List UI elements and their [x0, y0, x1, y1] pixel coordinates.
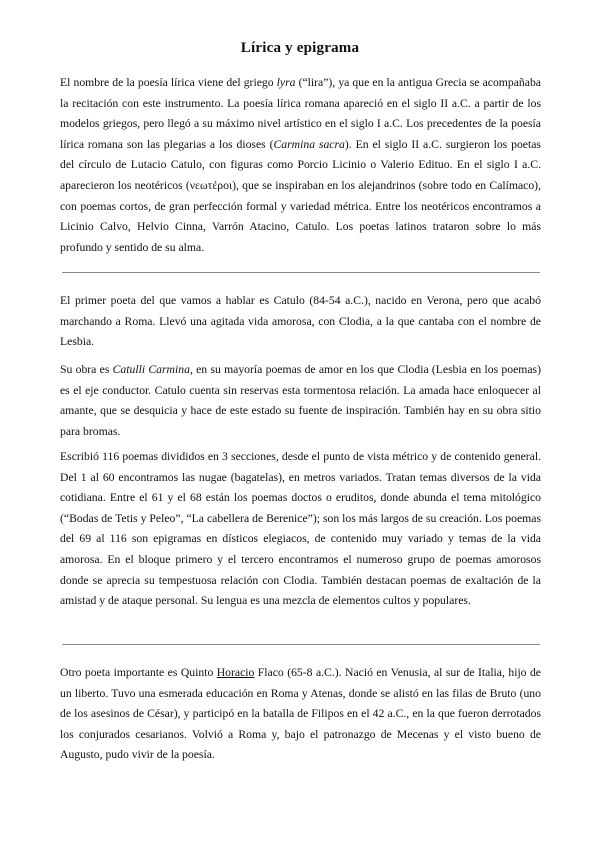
paragraph-text: (“lira”), ya que en la antigua Grecia se acompañaba la recitación con este instrumento. La poesía lírica romana apareció en el siglo II a.C. a partir de los modelos griegos, pero llegó a su máximo nivel artístico en el siglo I a.C. Los precedentes de la poesía lírica romana son las plegarias a los dioses (: [60, 76, 541, 151]
paragraph-catulo-obra: [60, 360, 541, 442]
paragraph-text: , en su mayoría poemas de amor en los que Clodia (Lesbia en los poemas) es el eje conductor. Catulo cuenta sin reservas esta tormentosa relación. La amada hace enloquecer al amante, que se desquicia y hace de este estado su fuente de inspiración. También hay en su obra sitio para bromas.: [60, 363, 541, 438]
paragraph-text: El nombre de la poesía lírica viene del griego: [60, 76, 277, 89]
paragraph-catulo-intro: El primer poeta del que vamos a hablar es Catulo (84-54 a.C.), nacido en Verona, pero que acabó marchando a Roma. Llevó una agitada vida amorosa, con Clodia, a la que cantaba con el nombre de Lesbia.: [60, 294, 541, 349]
paragraph-horacio: [60, 663, 541, 766]
italic-term-lyra: lyra: [276, 76, 296, 89]
paragraph-catulo-poemas: Escribió 116 poemas divididos en 3 secciones, desde el punto de vista métrico y de contenido general. Del 1 al 60 encontramos las nugae (bagatelas), en metros variados. Tratan temas diversos de la vida cotidiana. Entre el 61 y el 68 están los poemas doctos o eruditos, donde abunda el tema mitológico (“Bodas de Tetis y Peleo”, “La cabellera de Berenice”); son los más largos de su creación. Los poemas del 69 al 116 son epigramas en dísticos elegiacos, de contenido muy variado y temas de la vida amorosa. En el bloque primero y el tercero encontramos el numeroso grupo de poemas amorosos donde se aprecia su tempestuosa relación con Clodia. También destacan poemas de exaltación de la amistad y de ataque personal. Su lengua es una mezcla de elementos cultos y populares.: [60, 450, 541, 608]
page-title: Lírica y epigrama: [240, 40, 360, 56]
paragraph-text: ). En el siglo II a.C. surgieron los poetas del círculo de Lutacio Catulo, con figuras como Porcio Licinio o Valerio Edituo. En el siglo I a.C. aparecieron los neotéricos (νεωτέροι), que se inspiraban en los alejandrinos (sobre todo en Calímaco), con poemas cortos, de gran perfección formal y variedad métrica. Entre los neotéricos encontramos a Licinio Calvo, Helvio Cinna, Varrón Atacino, Catulo. Los poetas latinos trataron sobre lo más profundo y sentido de su alma.: [60, 137, 541, 254]
italic-term-carmina-sacra: Carmina sacra: [273, 137, 345, 151]
underlined-name-horacio: Horacio: [216, 666, 255, 679]
section-divider: [62, 272, 540, 273]
italic-title-catulli-carmina: Catulli Carmina: [112, 363, 190, 376]
paragraph-text: Otro poeta importante es Quinto: [60, 666, 217, 679]
paragraph-lyric-intro: [60, 73, 541, 258]
paragraph-text: Su obra es: [60, 363, 113, 376]
paragraph-text: Flaco (65-8 a.C.). Nació en Venusia, al sur de Italia, hijo de un liberto. Tuvo una esmerada educación en Roma y Atenas, donde se alistó en las filas de Bruto (uno de los asesinos de César), y participó en la batalla de Filipos en el 42 a.C., en la que fueron derrotados los conjurados cesarianos. Volvió a Roma y, bajo el patronazgo de Mecenas y el visto bueno de Augusto, pudo vivir de la poesía.: [60, 666, 541, 762]
section-divider: [62, 644, 540, 645]
